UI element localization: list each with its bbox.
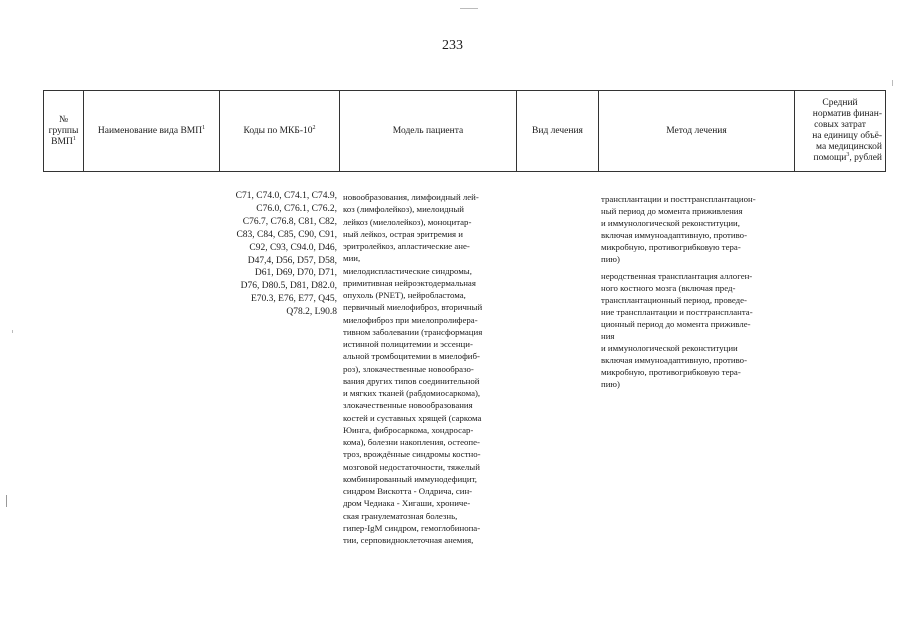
header-cost-norm-line: Средний: [822, 98, 858, 108]
header-vmp-name: [84, 91, 220, 172]
patient-model-line: роз), злокачественные новообразо-: [343, 363, 474, 374]
header-group-number-line: группы: [48, 125, 79, 136]
icd-code-line: C76.0, C76.1, C76.2,: [256, 203, 337, 214]
method-line: ние трансплантации и посттранспланта-: [601, 307, 753, 317]
patient-model-line: и мягких тканей (рабдомиосаркома),: [343, 388, 481, 398]
method-line: трансплантации и посттрансплантацион-: [601, 194, 756, 204]
patient-model-line: лейкоз (миелолейкоз), моноцитар-: [343, 216, 472, 227]
header-group-number-text: ВМП: [51, 136, 73, 147]
header-cost-norm: [795, 91, 886, 172]
patient-model-line: первичный миелофиброз, вторичный: [343, 302, 483, 313]
header-cost-norm-line: совых затрат: [814, 120, 866, 130]
patient-model-line: дром Чедиака - Хигаши, хрониче-: [343, 498, 471, 509]
header-patient-model: Модель пациента: [340, 91, 517, 172]
header-icd-codes: [220, 91, 340, 172]
header-group-number-line: [47, 137, 80, 148]
header-cost-norm-text: помощи: [813, 153, 847, 163]
patient-model-line: истинной полицитемии и эссенци-: [343, 339, 473, 349]
patient-model-line: гипер-IgM синдром, гемоглобинопа-: [343, 522, 481, 533]
patient-model-line: тии, серповидноклеточная анемия,: [343, 535, 474, 545]
icd-code-line: D47,4, D56, D57, D58,: [247, 255, 337, 266]
method-line: ного костного мозга (включая пред-: [601, 283, 736, 293]
patient-model-line: троз, врождённые синдромы костно-: [343, 449, 481, 460]
patient-model-line: мозговой недостаточности, тяжелый: [343, 461, 480, 472]
method-line: и иммунологической реконституции,: [601, 218, 740, 228]
patient-model-line: новообразования, лимфоидный лей-: [343, 192, 479, 202]
method-line: включая иммуноадаптивную, противо-: [601, 355, 747, 365]
icd-code-line: C71, C74.0, C74.1, C74.9,: [235, 191, 337, 201]
patient-model-line: вания других типов соединительной: [343, 375, 480, 386]
patient-model-line: миелодиспластические синдромы,: [343, 265, 472, 276]
method-line: пию): [601, 379, 620, 389]
patient-model-line: Юинга, фибросаркома, хондросар-: [343, 424, 474, 435]
scan-speck: [12, 330, 13, 333]
footnote-mark: 2: [312, 124, 316, 131]
patient-model-line: комбинированный иммунодефицит,: [343, 473, 477, 484]
method-line: ния: [601, 331, 615, 341]
method-line: микробную, противогрибковую тера-: [601, 367, 741, 377]
header-group-number-line: №: [58, 114, 69, 125]
icd-code-line: Q78.2, L90.8: [286, 307, 337, 318]
header-treatment-method: Метод лечения: [599, 91, 795, 172]
patient-model-cell: [343, 191, 513, 546]
page-number: 233: [442, 38, 463, 53]
patient-model-line: миелофиброз при миелопролифера-: [343, 314, 478, 325]
patient-model-line: альной тромбоцитемии в миелофиб-: [343, 351, 480, 362]
patient-model-line: костей и суставных хрящей (саркома: [343, 412, 482, 423]
method-line: ный период до момента приживления: [601, 206, 743, 216]
footnote-mark: 3: [846, 151, 850, 158]
patient-model-line: ный лейкоз, острая эритремия и: [343, 228, 464, 239]
method-paragraph: [601, 193, 796, 265]
icd-code-line: D61, D69, D70, D71,: [254, 268, 337, 279]
header-vmp-name-text: Наименование вида ВМП: [97, 125, 203, 136]
scan-speck: [892, 80, 893, 86]
method-line: трансплантационный период, проведе-: [601, 295, 747, 305]
patient-model-line: ская гранулематозная болезнь,: [343, 510, 458, 521]
header-cost-norm-line: норматив финан-: [812, 109, 882, 119]
method-line: пию): [601, 254, 620, 264]
patient-model-line: мии,: [343, 253, 361, 264]
patient-model-line: синдром Вискотта - Олдрича, син-: [343, 486, 473, 496]
patient-model-line: коз (лимфолейкоз), миелоидный: [343, 204, 464, 215]
patient-model-line: тивном заболевании (трансформация: [343, 326, 483, 337]
method-line: неродственная трансплантация аллоген-: [601, 271, 753, 281]
method-line: ционный период до момента приживле-: [601, 319, 751, 329]
patient-model-line: кома), болезни накопления, остеопе-: [343, 437, 480, 447]
header-cost-norm-line: [798, 153, 882, 164]
patient-model-line: злокачественные новообразования: [343, 400, 473, 411]
patient-model-line: эритролейкоз, апластические ане-: [343, 241, 470, 251]
method-line: и иммунологической реконституции: [601, 343, 738, 353]
icd-code-line: C83, C84, C85, C90, C91,: [236, 229, 337, 240]
header-treatment-type: Вид лечения: [517, 91, 599, 172]
method-line: микробную, противогрибковую тера-: [601, 242, 741, 252]
header-cost-norm-tail: , рублей: [849, 153, 882, 163]
icd-code-line: C76.7, C76.8, C81, C82,: [242, 216, 337, 227]
icd-codes-cell: [218, 190, 337, 319]
footnote-mark: 1: [202, 124, 206, 131]
header-cost-norm-line: ма медицинской: [816, 142, 882, 152]
header-cost-norm-line: на единицу объё-: [812, 131, 882, 141]
patient-model-line: опухоль (PNET), нейробластома,: [343, 290, 466, 300]
icd-code-line: D76, D80.5, D81, D82.0,: [240, 281, 337, 292]
scan-speck: [6, 495, 7, 507]
footnote-mark: 1: [72, 135, 76, 142]
patient-model-line: примитивная нейроэктодермальная: [343, 277, 476, 288]
header-group-number: [44, 91, 84, 172]
table-header: [43, 90, 886, 172]
icd-code-line: C92, C93, C94.0, D46,: [249, 242, 337, 253]
header-icd-codes-text: Коды по МКБ-10: [243, 125, 313, 136]
scan-speck: [460, 8, 478, 9]
method-paragraph: [601, 270, 796, 390]
method-line: включая иммуноадаптивную, противо-: [601, 230, 747, 240]
icd-code-line: E70.3, E76, E77, Q45,: [250, 294, 337, 305]
treatment-method-cell: [601, 193, 796, 395]
